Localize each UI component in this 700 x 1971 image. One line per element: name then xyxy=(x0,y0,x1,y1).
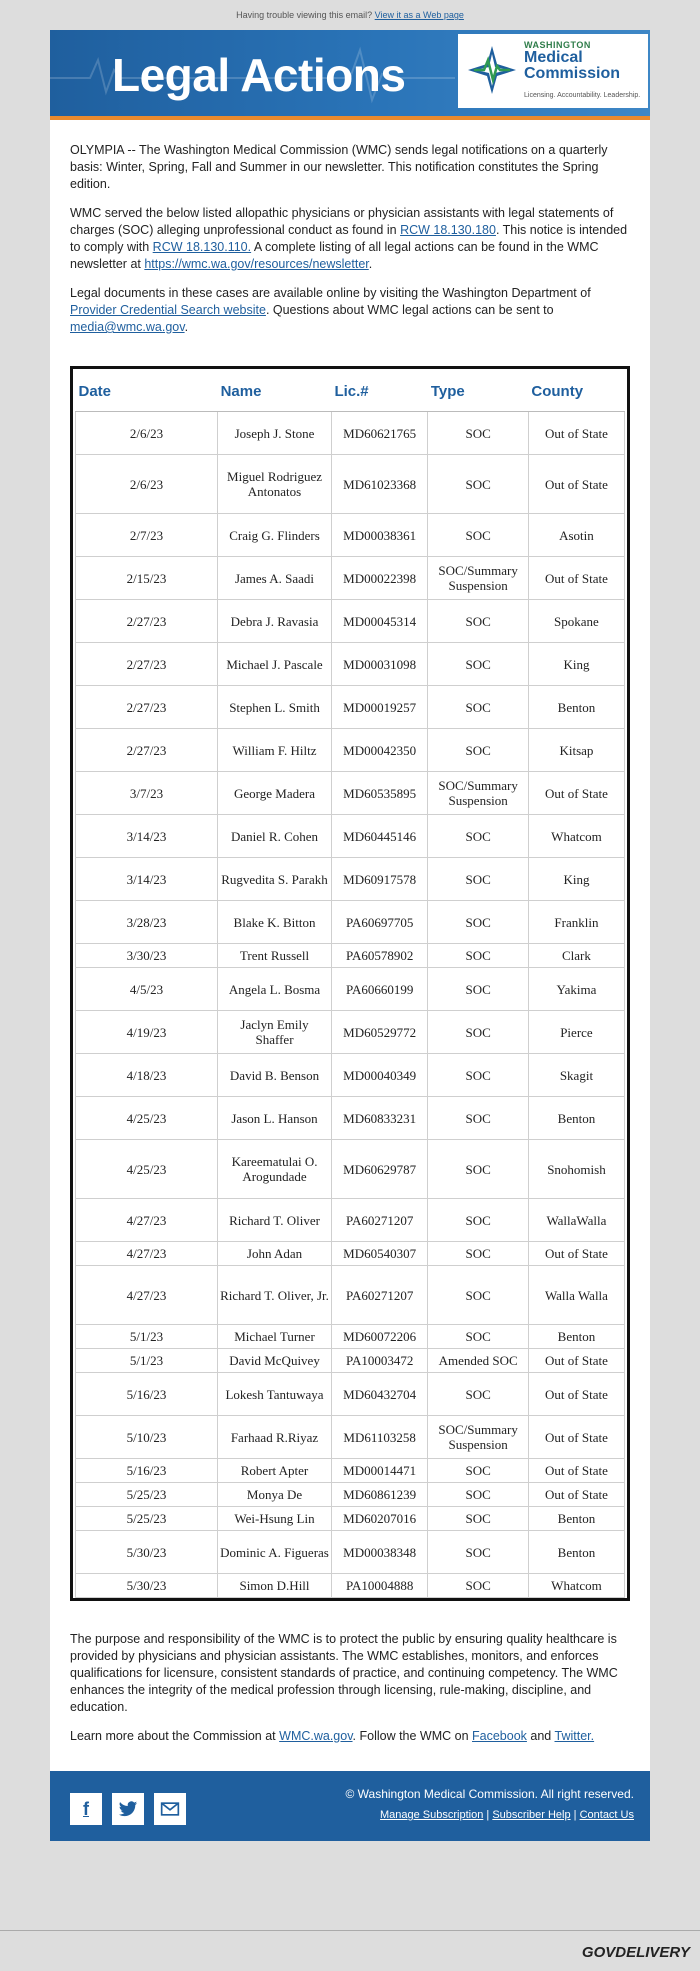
cell-type: SOC/Summary Suspension xyxy=(428,772,529,815)
table-row xyxy=(76,1459,625,1483)
web-view-notice xyxy=(0,0,700,30)
rcw-180-link[interactable]: RCW 18.130.180 xyxy=(400,223,496,237)
logo-state: WASHINGTON xyxy=(524,40,591,50)
table-row xyxy=(76,412,625,455)
cell-type: SOC xyxy=(428,1199,529,1242)
cell-name: George Madera xyxy=(218,772,332,815)
cell-date: 5/25/23 xyxy=(76,1483,218,1507)
col-date: Date xyxy=(76,369,218,412)
cell-county: Snohomish xyxy=(528,1140,624,1199)
cell-name: Trent Russell xyxy=(218,944,332,968)
about-section xyxy=(50,1601,650,1745)
cell-license: MD00019257 xyxy=(331,686,427,729)
cell-type: Amended SOC xyxy=(428,1349,529,1373)
cell-date: 3/14/23 xyxy=(76,858,218,901)
cell-county: Benton xyxy=(528,1325,624,1349)
table-row xyxy=(76,1574,625,1598)
cell-name: Robert Apter xyxy=(218,1459,332,1483)
col-county: County xyxy=(528,369,624,412)
cell-county: Pierce xyxy=(528,1011,624,1054)
cell-county: Out of State xyxy=(528,1416,624,1459)
cell-date: 4/25/23 xyxy=(76,1097,218,1140)
table-row xyxy=(76,815,625,858)
cell-county: Out of State xyxy=(528,772,624,815)
cell-name: Jason L. Hanson xyxy=(218,1097,332,1140)
cell-type: SOC xyxy=(428,858,529,901)
cell-date: 3/7/23 xyxy=(76,772,218,815)
cell-type: SOC xyxy=(428,1574,529,1598)
cell-license: PA10004888 xyxy=(331,1574,427,1598)
table-row xyxy=(76,1242,625,1266)
cell-license: PA10003472 xyxy=(331,1349,427,1373)
cell-name: Monya De xyxy=(218,1483,332,1507)
cell-county: Kitsap xyxy=(528,729,624,772)
cell-name: James A. Saadi xyxy=(218,557,332,600)
cell-date: 2/27/23 xyxy=(76,686,218,729)
logo-tagline: Licensing. Accountability. Leadership. xyxy=(524,92,641,99)
cell-type: SOC xyxy=(428,944,529,968)
email-button[interactable] xyxy=(154,1793,186,1825)
cell-license: PA60271207 xyxy=(331,1199,427,1242)
cell-date: 4/27/23 xyxy=(76,1266,218,1325)
cell-license: MD60833231 xyxy=(331,1097,427,1140)
table-header-row xyxy=(76,369,625,412)
intro-p2-text-c: A complete listing of all legal actions can be found in the WMC newsletter at xyxy=(70,240,599,271)
subscriber-help-link[interactable]: Subscriber Help xyxy=(492,1809,571,1821)
cell-name: Angela L. Bosma xyxy=(218,968,332,1011)
cell-license: PA60578902 xyxy=(331,944,427,968)
table-row xyxy=(76,1140,625,1199)
email-body xyxy=(50,30,650,1841)
media-email-link[interactable]: media@wmc.wa.gov xyxy=(70,320,185,334)
cell-name: David B. Benson xyxy=(218,1054,332,1097)
cell-name: Lokesh Tantuwaya xyxy=(218,1373,332,1416)
cell-license: MD60540307 xyxy=(331,1242,427,1266)
intro-paragraph-2 xyxy=(70,205,630,273)
cell-county: Out of State xyxy=(528,1373,624,1416)
cell-date: 5/30/23 xyxy=(76,1531,218,1574)
logo-name-line2: Commission xyxy=(524,65,621,82)
cell-county: Benton xyxy=(528,1531,624,1574)
table-row xyxy=(76,901,625,944)
facebook-link[interactable]: Facebook xyxy=(472,1729,527,1743)
table-row xyxy=(76,1266,625,1325)
intro-p2-text-d: . xyxy=(368,257,373,271)
cell-county: Benton xyxy=(528,686,624,729)
cell-license: MD00042350 xyxy=(331,729,427,772)
header-banner xyxy=(50,30,650,116)
cell-county: Benton xyxy=(528,1507,624,1531)
cell-name: Michael Turner xyxy=(218,1325,332,1349)
table-row xyxy=(76,1349,625,1373)
cell-name: Farhaad R.Riyaz xyxy=(218,1416,332,1459)
web-view-link[interactable]: View it as a Web page xyxy=(374,10,464,20)
intro-p3-text-b: . Questions about WMC legal actions can be sent to xyxy=(265,303,554,317)
cell-date: 4/27/23 xyxy=(76,1242,218,1266)
intro-p3-text-a: Legal documents in these cases are available online by visiting the Washington Department of xyxy=(70,286,591,300)
cell-type: SOC/Summary Suspension xyxy=(428,1416,529,1459)
cell-type: SOC xyxy=(428,1459,529,1483)
cell-type: SOC xyxy=(428,968,529,1011)
cell-date: 5/25/23 xyxy=(76,1507,218,1531)
cell-date: 5/16/23 xyxy=(76,1459,218,1483)
cell-name: Daniel R. Cohen xyxy=(218,815,332,858)
follow-text-a: Learn more about the Commission at xyxy=(70,1729,280,1743)
intro-p2-text-b: . This notice is intended to comply with xyxy=(70,223,628,254)
cell-license: PA60697705 xyxy=(331,901,427,944)
newsletter-link[interactable]: https://wmc.wa.gov/resources/newsletter xyxy=(144,257,369,271)
table-row xyxy=(76,968,625,1011)
col-type: Type xyxy=(428,369,529,412)
legal-actions-table-frame xyxy=(70,366,630,1601)
cell-county: Out of State xyxy=(528,1242,624,1266)
cell-date: 5/30/23 xyxy=(76,1574,218,1598)
cell-county: Whatcom xyxy=(528,1574,624,1598)
cell-name: Dominic A. Figueras xyxy=(218,1531,332,1574)
table-row xyxy=(76,858,625,901)
cell-name: Joseph J. Stone xyxy=(218,412,332,455)
table-row xyxy=(76,729,625,772)
cell-license: MD60629787 xyxy=(331,1140,427,1199)
footer-separator: | xyxy=(573,1809,577,1821)
cell-county: Out of State xyxy=(528,412,624,455)
cell-name: William F. Hiltz xyxy=(218,729,332,772)
cell-county: Benton xyxy=(528,1097,624,1140)
cell-license: MD60445146 xyxy=(331,815,427,858)
intro-section xyxy=(50,120,650,336)
table-row xyxy=(76,643,625,686)
table-row xyxy=(76,1325,625,1349)
table-row xyxy=(76,1011,625,1054)
cell-date: 3/14/23 xyxy=(76,815,218,858)
table-row xyxy=(76,455,625,514)
cell-type: SOC xyxy=(428,1011,529,1054)
cell-date: 3/30/23 xyxy=(76,944,218,968)
table-row xyxy=(76,1507,625,1531)
table-row xyxy=(76,686,625,729)
cell-license: MD00031098 xyxy=(331,643,427,686)
twitter-button[interactable] xyxy=(112,1793,144,1825)
cell-license: MD00038361 xyxy=(331,514,427,557)
table-row xyxy=(76,772,625,815)
cell-county: Out of State xyxy=(528,1483,624,1507)
cell-date: 5/1/23 xyxy=(76,1325,218,1349)
col-name: Name xyxy=(218,369,332,412)
web-view-notice-text: Having trouble viewing this email? xyxy=(236,10,373,20)
cell-name: Wei-Hsung Lin xyxy=(218,1507,332,1531)
cell-type: SOC xyxy=(428,514,529,557)
email-icon xyxy=(154,1793,186,1829)
cell-license: PA60271207 xyxy=(331,1266,427,1325)
provider-search-link[interactable]: Provider Credential Search website xyxy=(70,303,266,317)
cell-license: MD60621765 xyxy=(331,412,427,455)
cell-license: MD60917578 xyxy=(331,858,427,901)
cell-county: Skagit xyxy=(528,1054,624,1097)
cell-date: 5/10/23 xyxy=(76,1416,218,1459)
copyright: © Washington Medical Commission. All right reserved. xyxy=(345,1787,634,1801)
cell-name: Craig G. Flinders xyxy=(218,514,332,557)
rcw-110-link[interactable]: RCW 18.130.110. xyxy=(152,240,252,254)
logo-name-line1: Medical xyxy=(524,49,583,66)
cell-license: MD61103258 xyxy=(331,1416,427,1459)
cell-name: Richard T. Oliver xyxy=(218,1199,332,1242)
cell-county: Out of State xyxy=(528,557,624,600)
table-row xyxy=(76,1373,625,1416)
cell-date: 2/6/23 xyxy=(76,412,218,455)
intro-p2-text-a: WMC served the below listed allopathic physicians or physician assistants with legal statements of charges (SOC) alleging unprofessional conduct as found in xyxy=(70,206,614,237)
cell-date: 2/15/23 xyxy=(76,557,218,600)
cell-type: SOC xyxy=(428,1054,529,1097)
cell-name: Debra J. Ravasia xyxy=(218,600,332,643)
wmc-logo xyxy=(458,34,648,108)
cell-name: David McQuivey xyxy=(218,1349,332,1373)
cell-license: MD00022398 xyxy=(331,557,427,600)
cell-type: SOC xyxy=(428,901,529,944)
table-row xyxy=(76,1483,625,1507)
cell-county: Asotin xyxy=(528,514,624,557)
cell-date: 4/27/23 xyxy=(76,1199,218,1242)
table-row xyxy=(76,1097,625,1140)
cell-license: MD60207016 xyxy=(331,1507,427,1531)
cell-name: Stephen L. Smith xyxy=(218,686,332,729)
cell-license: MD00014471 xyxy=(331,1459,427,1483)
cell-date: 4/5/23 xyxy=(76,968,218,1011)
cell-county: Yakima xyxy=(528,968,624,1011)
col-license: Lic.# xyxy=(331,369,427,412)
cell-license: MD60861239 xyxy=(331,1483,427,1507)
cell-date: 5/1/23 xyxy=(76,1349,218,1373)
cell-county: Out of State xyxy=(528,1459,624,1483)
cell-date: 2/27/23 xyxy=(76,643,218,686)
intro-paragraph-3 xyxy=(70,285,630,336)
table-row xyxy=(76,600,625,643)
table-row xyxy=(76,1416,625,1459)
wmc-site-link[interactable]: WMC.wa.gov xyxy=(279,1729,353,1743)
cell-county: Out of State xyxy=(528,1349,624,1373)
cell-name: Michael J. Pascale xyxy=(218,643,332,686)
intro-paragraph-1: OLYMPIA -- The Washington Medical Commission (WMC) sends legal notifications on a quarterly basis: Winter, Spring, Fall and Summer in our newsletter. This notification constitutes the Spring edition. xyxy=(70,143,608,191)
cell-type: SOC/Summary Suspension xyxy=(428,557,529,600)
table-row xyxy=(76,1531,625,1574)
legal-actions-table xyxy=(75,369,625,1598)
cell-date: 2/27/23 xyxy=(76,600,218,643)
cell-license: MD00045314 xyxy=(331,600,427,643)
footer-separator: | xyxy=(486,1809,490,1821)
cell-county: Walla Walla xyxy=(528,1266,624,1325)
logo-name xyxy=(524,50,620,82)
cell-date: 4/25/23 xyxy=(76,1140,218,1199)
wmc-star-icon xyxy=(466,44,518,96)
cell-license: MD60529772 xyxy=(331,1011,427,1054)
about-paragraph: The purpose and responsibility of the WMC is to protect the public by ensuring quality healthcare is provided by physicians and physician assistants. The WMC establishes, monitors, and enforces qualifications for licensure, consistent standards of practice, and continuing competency. The WMC enhances the integrity of the medical profession through licensing, rule-making, discipline, and education. xyxy=(70,1632,618,1714)
cell-license: MD00038348 xyxy=(331,1531,427,1574)
cell-type: SOC xyxy=(428,1097,529,1140)
cell-name: Kareematulai O. Arogundade xyxy=(218,1140,332,1199)
table-row xyxy=(76,514,625,557)
cell-type: SOC xyxy=(428,1140,529,1199)
cell-date: 3/28/23 xyxy=(76,901,218,944)
cell-type: SOC xyxy=(428,1531,529,1574)
cell-type: SOC xyxy=(428,455,529,514)
cell-county: WallaWalla xyxy=(528,1199,624,1242)
follow-text-c: and xyxy=(526,1729,555,1743)
footer-links xyxy=(380,1809,634,1821)
cell-license: PA60660199 xyxy=(331,968,427,1011)
cell-license: MD61023368 xyxy=(331,455,427,514)
cell-county: Out of State xyxy=(528,455,624,514)
cell-county: Franklin xyxy=(528,901,624,944)
facebook-button[interactable] xyxy=(70,1793,102,1825)
cell-name: Jaclyn Emily Shaffer xyxy=(218,1011,332,1054)
table-row xyxy=(76,1199,625,1242)
page-title: Legal Actions xyxy=(112,49,406,101)
cell-name: Simon D.Hill xyxy=(218,1574,332,1598)
cell-name: Rugvedita S. Parakh xyxy=(218,858,332,901)
intro-p3-text-c: . xyxy=(184,320,189,334)
cell-name: Miguel Rodriguez Antonatos xyxy=(218,455,332,514)
cell-type: SOC xyxy=(428,1325,529,1349)
cell-date: 2/6/23 xyxy=(76,455,218,514)
cell-type: SOC xyxy=(428,1373,529,1416)
cell-type: SOC xyxy=(428,1242,529,1266)
cell-license: MD00040349 xyxy=(331,1054,427,1097)
cell-type: SOC xyxy=(428,1507,529,1531)
table-row xyxy=(76,557,625,600)
table-row xyxy=(76,944,625,968)
follow-paragraph xyxy=(70,1728,630,1745)
cell-type: SOC xyxy=(428,643,529,686)
cell-type: SOC xyxy=(428,412,529,455)
cell-type: SOC xyxy=(428,729,529,772)
cell-date: 4/18/23 xyxy=(76,1054,218,1097)
govdelivery-logo: GOVDELIVERY xyxy=(581,1944,690,1961)
cell-date: 4/19/23 xyxy=(76,1011,218,1054)
manage-subscription-link[interactable]: Manage Subscription xyxy=(380,1809,484,1821)
contact-us-link[interactable]: Contact Us xyxy=(579,1809,634,1821)
bottom-divider xyxy=(0,1930,700,1931)
cell-name: John Adan xyxy=(218,1242,332,1266)
cell-county: King xyxy=(528,643,624,686)
cell-name: Richard T. Oliver, Jr. xyxy=(218,1266,332,1325)
table-body xyxy=(76,412,625,1598)
twitter-link[interactable]: Twitter. xyxy=(554,1729,595,1743)
cell-type: SOC xyxy=(428,686,529,729)
cell-type: SOC xyxy=(428,815,529,858)
cell-license: MD60072206 xyxy=(331,1325,427,1349)
facebook-icon: f xyxy=(83,1799,89,1819)
follow-text-b: . Follow the WMC on xyxy=(352,1729,473,1743)
twitter-icon xyxy=(112,1793,144,1829)
cell-date: 2/27/23 xyxy=(76,729,218,772)
cell-date: 2/7/23 xyxy=(76,514,218,557)
cell-license: MD60432704 xyxy=(331,1373,427,1416)
table-row xyxy=(76,1054,625,1097)
cell-type: SOC xyxy=(428,1483,529,1507)
cell-name: Blake K. Bitton xyxy=(218,901,332,944)
cell-county: Clark xyxy=(528,944,624,968)
cell-license: MD60535895 xyxy=(331,772,427,815)
cell-county: Whatcom xyxy=(528,815,624,858)
cell-county: King xyxy=(528,858,624,901)
cell-county: Spokane xyxy=(528,600,624,643)
cell-type: SOC xyxy=(428,600,529,643)
cell-type: SOC xyxy=(428,1266,529,1325)
footer-bar xyxy=(50,1771,650,1841)
cell-date: 5/16/23 xyxy=(76,1373,218,1416)
